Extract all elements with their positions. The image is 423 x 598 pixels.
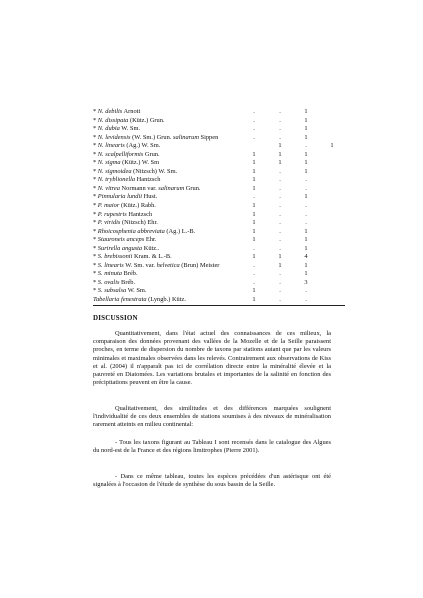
station-3-cell: 1: [304, 227, 308, 235]
station-3-cell: .: [305, 176, 307, 184]
station-1-cell: 1: [252, 287, 256, 295]
station-3-cell: 4: [304, 253, 308, 261]
station-1-cell: [241, 142, 267, 151]
taxon-binomial: N. linearis: [97, 142, 125, 150]
taxon-author: Ehr.: [144, 236, 157, 244]
station-1-cell: 1: [252, 150, 256, 158]
station-1-cell: 1: [252, 236, 256, 244]
taxon-binomial: S. subsalsa: [97, 287, 127, 295]
station-4-cell: [319, 219, 345, 228]
discussion-paragraph-3: - Tous les taxons figurant au Tableau I sont recensés dans le catalogue des Algues du nord-est de la France et des régions limitrophes (Pierre 2001).: [93, 439, 331, 455]
station-3-cell: .: [305, 219, 307, 227]
taxon-name-cell: [93, 270, 241, 279]
station-2-cell: .: [279, 167, 281, 175]
station-2-cell: .: [279, 244, 281, 252]
station-4-cell: [319, 168, 345, 177]
asterisk-marker: *: [93, 193, 98, 201]
station-1-cell: .: [253, 133, 255, 141]
taxon-name-cell: [93, 253, 241, 262]
asterisk-marker: *: [93, 261, 98, 269]
taxon-variety-author: (Brun) Meister: [179, 261, 220, 269]
taxon-binomial: S. minuta: [97, 270, 122, 278]
station-2-cell: .: [267, 296, 293, 305]
taxon-name-cell: [93, 151, 241, 160]
station-3-cell: .: [305, 287, 307, 295]
taxon-author: (Kütz.) W. Sm: [120, 159, 160, 167]
asterisk-marker: *: [93, 244, 98, 252]
taxon-binomial: N. dubia: [97, 125, 120, 133]
asterisk-marker: *: [93, 133, 98, 141]
taxon-name-cell: [93, 287, 241, 296]
station-2-cell: 1: [278, 261, 282, 269]
station-1-cell: .: [253, 278, 255, 286]
taxon-name-cell: [93, 279, 241, 288]
table-row: [93, 211, 345, 220]
taxon-name-cell: [93, 202, 241, 211]
table-row: [93, 185, 345, 194]
taxon-name-cell: [93, 245, 241, 254]
taxon-name-cell: [93, 142, 241, 151]
taxon-name-cell: [93, 159, 241, 168]
station-3-cell: 1: [304, 261, 308, 269]
table-row: [93, 245, 345, 254]
station-3-cell: 1: [304, 116, 308, 124]
discussion-paragraph-4: - Dans ce même tableau, toutes les espèces précédées d'un astérisque ont été signalées à l'occasion de l'étude de synthèse du sous bassin de la Seille.: [93, 473, 331, 489]
station-1-cell: 1: [241, 296, 267, 305]
asterisk-marker: *: [93, 116, 98, 124]
taxon-author: (Ag.) L.-B.: [164, 227, 196, 235]
asterisk-marker: *: [93, 227, 98, 235]
station-4-cell: [319, 134, 345, 143]
station-4-cell: [319, 262, 345, 271]
taxon-variety: helvetica: [156, 261, 180, 269]
station-4-cell: [319, 296, 345, 305]
taxon-author: Kütz..: [142, 244, 160, 252]
table-row: [93, 142, 345, 151]
asterisk-marker: *: [93, 236, 98, 244]
table-row: [93, 168, 345, 177]
station-1-cell: .: [253, 270, 255, 278]
station-4-cell: [319, 108, 345, 117]
asterisk-marker: *: [93, 167, 98, 175]
taxon-name-cell: [93, 262, 241, 271]
station-4-cell: [319, 270, 345, 279]
taxon-name-cell: [93, 134, 241, 143]
station-4-cell: [319, 253, 345, 262]
asterisk-marker: *: [93, 270, 98, 278]
station-3-cell: 1: [304, 193, 308, 201]
station-2-cell: .: [279, 108, 281, 115]
asterisk-marker: *: [93, 287, 98, 295]
station-2-cell: 1: [278, 159, 282, 167]
taxon-variety: salinarum: [173, 133, 199, 141]
station-2-cell: .: [279, 184, 281, 192]
station-2-cell: .: [279, 176, 281, 184]
taxon-author: Kram. & L.-B.: [132, 253, 172, 261]
station-3-cell: .: [305, 202, 307, 210]
station-2-cell: .: [279, 278, 281, 286]
taxon-author: Arnott: [122, 108, 141, 115]
table-row: [93, 270, 345, 279]
table-row: [93, 287, 345, 296]
station-4-cell: [319, 236, 345, 245]
station-4-cell: [319, 245, 345, 254]
taxon-binomial: N. sigmoidea: [97, 167, 132, 175]
station-3-cell: 1: [304, 236, 308, 244]
station-2-cell: .: [279, 193, 281, 201]
taxa-table: [93, 108, 345, 306]
table-row: [93, 228, 345, 237]
taxon-name-cell: [93, 125, 241, 134]
station-4-cell: [319, 125, 345, 134]
table-row: [93, 262, 345, 271]
table-row: [93, 296, 345, 305]
station-3-cell: 1: [304, 108, 308, 115]
station-3-cell: 3: [304, 278, 308, 286]
station-1-cell: 1: [252, 159, 256, 167]
station-1-cell: .: [253, 261, 255, 269]
table-row: [93, 176, 345, 185]
taxon-author: W. Sm.: [126, 287, 147, 295]
station-3-cell: 1: [304, 159, 308, 167]
station-4-cell: [319, 228, 345, 237]
taxon-variety-author: Grun.: [184, 184, 201, 192]
taxon-binomial: S. brebissonii: [97, 253, 133, 261]
discussion-paragraph-2: Qualitativement, des similitudes et des différences marquées soulignent l'individualité de ces deux ensembles de stations soumises à des niveaux de minéralisation rarement atteints en milieu continental:: [93, 405, 331, 429]
table-row: [93, 202, 345, 211]
discussion-heading: DISCUSSION: [93, 314, 138, 322]
station-1-cell: 1: [252, 176, 256, 184]
asterisk-marker: *: [93, 159, 98, 167]
taxon-binomial: Rhoicosphenia abbreviata: [97, 227, 165, 235]
station-1-cell: 1: [252, 202, 256, 210]
table-row: [93, 134, 345, 143]
station-3-cell: .: [305, 210, 307, 218]
taxon-binomial: N. debilis: [97, 108, 123, 115]
station-4-cell: [319, 202, 345, 211]
station-1-cell: 1: [252, 167, 256, 175]
station-1-cell: .: [253, 193, 255, 201]
taxon-name-cell: [93, 296, 241, 305]
taxon-author: Grun.: [143, 150, 160, 158]
taxon-author: (Ag.) W. Sm.: [124, 142, 161, 150]
station-1-cell: 1: [252, 227, 256, 235]
station-3-cell: 1: [304, 244, 308, 252]
station-2-cell: .: [279, 202, 281, 210]
asterisk-marker: *: [93, 108, 98, 115]
taxon-binomial: Surirella angusta: [97, 244, 143, 252]
table-row: [93, 108, 345, 117]
station-3-cell: 1: [304, 167, 308, 175]
station-3-cell: 1: [304, 150, 308, 158]
taxon-author: Hust.: [142, 193, 158, 201]
station-4-cell: [319, 185, 345, 194]
station-4-cell: [319, 176, 345, 185]
taxon-author: (Kütz.) Grun.: [128, 116, 165, 124]
taxon-name-cell: [93, 219, 241, 228]
taxon-author: W. Sm. var.: [123, 261, 157, 269]
station-3-cell: .: [293, 296, 319, 305]
taxon-author: (W. Sm.) Grun.: [130, 133, 174, 141]
taxon-name-cell: [93, 108, 241, 117]
station-1-cell: .: [253, 125, 255, 133]
taxon-name-cell: [93, 117, 241, 126]
taxon-author: (Nitzsch) Ehr.: [120, 219, 158, 227]
taxon-binomial: Pinnularia lundii: [97, 193, 143, 201]
taxon-binomial: Stauroneis anceps: [97, 236, 145, 244]
taxon-author: Bréb.: [121, 270, 138, 278]
taxon-name-cell: [93, 176, 241, 185]
taxon-name-cell: [93, 193, 241, 202]
station-4-cell: [319, 117, 345, 126]
taxon-binomial: P. maior: [97, 202, 120, 210]
table-row: [93, 253, 345, 262]
taxon-binomial: N. tryblionella: [97, 176, 136, 184]
asterisk-marker: *: [93, 202, 98, 210]
station-3-cell: 1: [304, 125, 308, 133]
asterisk-marker: *: [93, 142, 98, 150]
taxon-author: Hantzsch: [135, 176, 161, 184]
taxon-variety: salinarum: [158, 184, 185, 192]
asterisk-marker: *: [93, 184, 98, 192]
taxon-name-cell: [93, 228, 241, 237]
taxon-binomial: N. levidensis: [97, 133, 131, 141]
station-2-cell: .: [279, 227, 281, 235]
asterisk-marker: *: [93, 150, 98, 158]
asterisk-marker: *: [93, 176, 98, 184]
taxon-binomial: Tabellaria fenestrata: [93, 296, 147, 304]
taxon-author: (Nitzsch) W. Sm.: [131, 167, 178, 175]
taxa-table-body: [93, 108, 345, 305]
taxon-binomial: N. sigma: [97, 159, 121, 167]
station-4-cell: [319, 279, 345, 288]
asterisk-marker: *: [93, 253, 98, 261]
taxon-binomial: N. dissipata: [97, 116, 129, 124]
station-2-cell: .: [279, 219, 281, 227]
station-2-cell: .: [279, 270, 281, 278]
taxon-binomial: N. scalpelliformis: [97, 150, 144, 158]
station-1-cell: .: [253, 108, 255, 115]
station-2-cell: 1: [278, 142, 282, 150]
station-2-cell: 1: [278, 150, 282, 158]
taxon-name-cell: [93, 236, 241, 245]
table-row: [93, 279, 345, 288]
table-row: [93, 151, 345, 160]
station-2-cell: 1: [278, 253, 282, 261]
taxon-author: W. Sm.: [119, 125, 141, 133]
station-4-cell: [319, 287, 345, 296]
taxon-name-cell: [93, 211, 241, 220]
station-1-cell: 1: [252, 253, 256, 261]
station-3-cell: .: [305, 184, 307, 192]
table-row: [93, 236, 345, 245]
station-2-cell: .: [279, 236, 281, 244]
station-2-cell: .: [279, 287, 281, 295]
station-2-cell: .: [279, 125, 281, 133]
station-4-cell: [319, 211, 345, 220]
asterisk-marker: *: [93, 219, 98, 227]
station-4-cell: 1: [330, 142, 334, 150]
station-1-cell: 1: [252, 210, 256, 218]
taxon-variety-author: Sippen: [198, 133, 219, 141]
taxon-author: Hantzsch: [126, 210, 153, 218]
station-4-cell: [319, 159, 345, 168]
taxon-binomial: N. vitrea: [97, 184, 120, 192]
taxon-author: Bréb.: [119, 278, 136, 286]
taxon-name-cell: [93, 168, 241, 177]
table-row: [93, 125, 345, 134]
station-1-cell: .: [253, 244, 255, 252]
station-1-cell: 1: [252, 184, 256, 192]
table-row: [93, 117, 345, 126]
taxon-author: Normann var.: [119, 184, 159, 192]
station-3-cell: 1: [304, 270, 308, 278]
station-1-cell: 1: [252, 219, 256, 227]
table-row: [93, 159, 345, 168]
asterisk-marker: *: [93, 210, 98, 218]
taxon-binomial: S. linearis: [97, 261, 124, 269]
station-2-cell: .: [279, 210, 281, 218]
taxon-binomial: S. ovalis: [97, 278, 120, 286]
discussion-paragraph-1: Quantitativement, dans l'état actuel des connaissances de ces milieux, la comparaison des données provenant des vallées de la Mozelle et de la Seille paraissent proches, en terme de dispersion du nombre de taxons par stations autant que par les valeurs minimales et maximales observées dans les relevés. Contrairement aux observations de Kiss et al. (2004) il n'apparaît pas ici de corrélation directe entre la minéralité élevée et la pauvreté en Diatomées. Les variations brutales et importantes de la salinité en fonction des précipitations peuvent en être la cause.: [93, 330, 331, 387]
taxon-name-cell: [93, 185, 241, 194]
station-1-cell: .: [253, 116, 255, 124]
taxon-binomial: P. viridis: [97, 219, 121, 227]
station-2-cell: .: [279, 133, 281, 141]
table-row: [93, 219, 345, 228]
taxon-binomial: P. rupestris: [97, 210, 127, 218]
station-3-cell: .: [305, 142, 307, 150]
station-3-cell: 1: [304, 133, 308, 141]
asterisk-marker: *: [93, 125, 98, 133]
taxon-author: (Lyngb.) Kütz.: [146, 296, 186, 304]
asterisk-marker: *: [93, 278, 98, 286]
table-row: [93, 193, 345, 202]
station-4-cell: [319, 151, 345, 160]
station-4-cell: [319, 193, 345, 202]
station-2-cell: .: [279, 116, 281, 124]
taxon-author: (Kütz.) Rabh.: [119, 202, 156, 210]
